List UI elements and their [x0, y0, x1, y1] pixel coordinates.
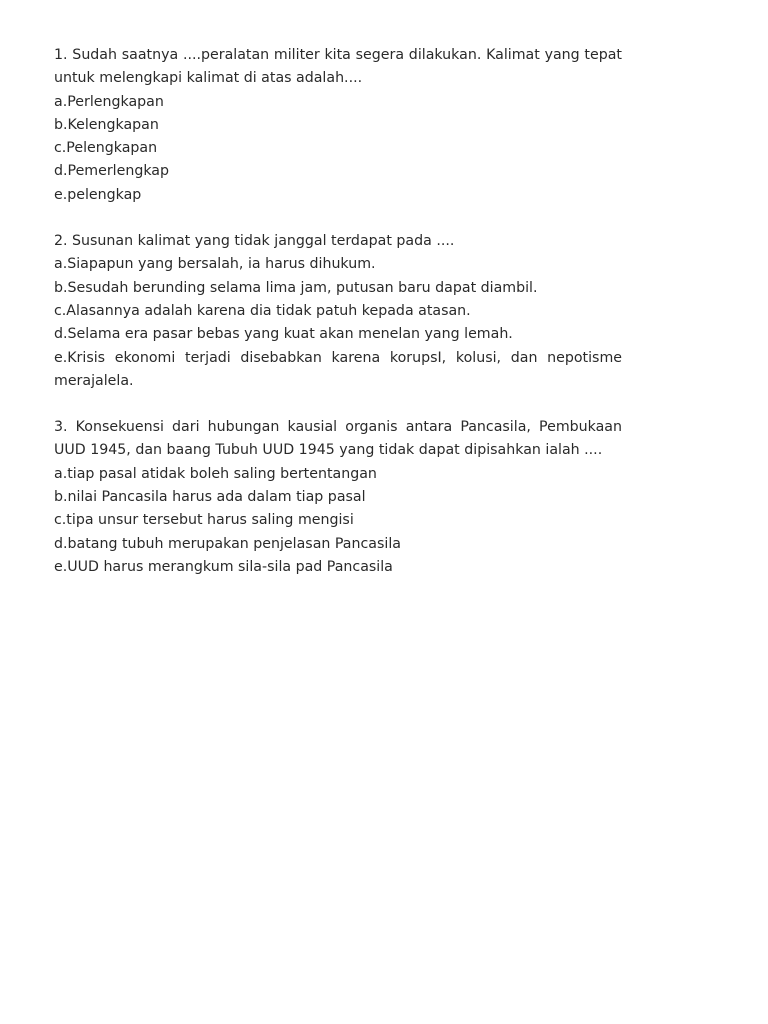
answer-option-d: d.batang tubuh merupakan penjelasan Pancasila	[54, 535, 401, 552]
question-stem: 2. Susunan kalimat yang tidak janggal terdapat pada ....	[54, 233, 455, 250]
answer-option-a: a.tiap pasal atidak boleh saling bertentangan	[54, 465, 377, 482]
answer-option-c: c.tipa unsur tersebut harus saling mengisi	[54, 512, 354, 529]
answer-option-b: b.Sesudah berunding selama lima jam, putusan baru dapat diambil.	[54, 279, 538, 296]
answer-option-e: e.Krisis ekonomi terjadi disebabkan karena korupsI, kolusi, dan nepotisme merajalela.	[54, 349, 622, 389]
answer-option-d: d.Selama era pasar bebas yang kuat akan menelan yang lemah.	[54, 326, 513, 343]
question-1	[54, 44, 622, 207]
answer-option-b: b.Kelengkapan	[54, 116, 159, 133]
answer-option-c: c.Pelengkapan	[54, 140, 158, 157]
question-stem: 1. Sudah saatnya ....peralatan militer kita segera dilakukan. Kalimat yang tepat untuk melengkapi kalimat di atas adalah....	[54, 47, 622, 87]
answer-option-a: a.Siapapun yang bersalah, ia harus dihukum.	[54, 256, 376, 273]
answer-option-b: b.nilai Pancasila harus ada dalam tiap pasal	[54, 489, 366, 506]
answer-option-a: a.Perlengkapan	[54, 93, 164, 110]
answer-option-e: e.pelengkap	[54, 186, 142, 203]
question-2	[54, 230, 622, 393]
answer-option-d: d.Pemerlengkap	[54, 163, 170, 180]
answer-option-e: e.UUD harus merangkum sila-sila pad Pancasila	[54, 558, 393, 575]
answer-option-c: c.Alasannya adalah karena dia tidak patuh kepada atasan.	[54, 302, 471, 319]
question-3	[54, 416, 622, 579]
document-body	[54, 44, 622, 602]
question-stem: 3. Konsekuensi dari hubungan kausial organis antara Pancasila, Pembukaan UUD 1945, dan baang Tubuh UUD 1945 yang tidak dapat dipisahkan ialah ....	[54, 419, 622, 459]
